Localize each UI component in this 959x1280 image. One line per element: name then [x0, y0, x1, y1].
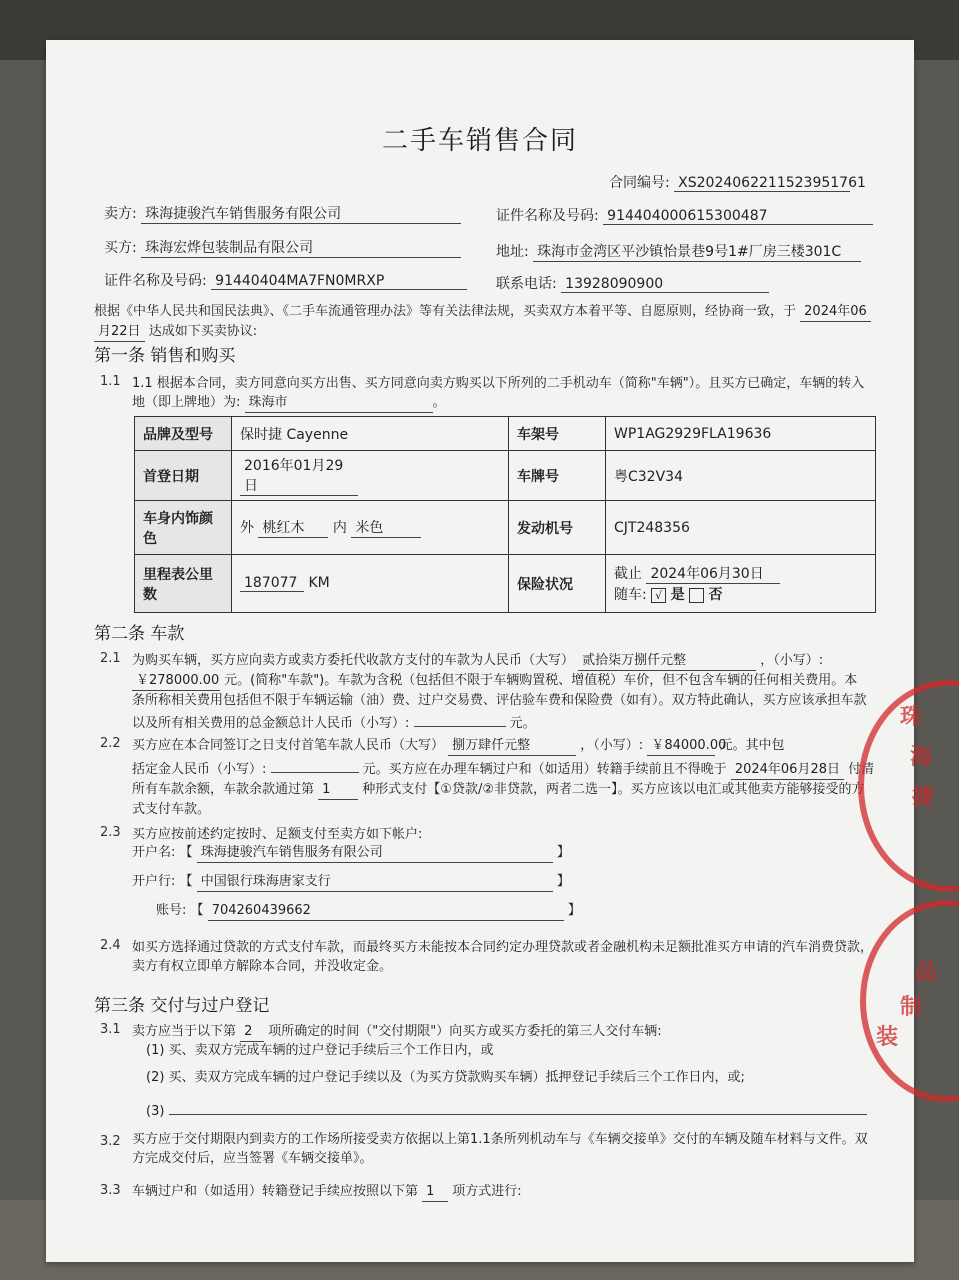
vin-label: 车架号	[509, 417, 606, 451]
registration-city: 珠海市	[245, 393, 433, 413]
contract-number	[609, 172, 866, 192]
table-row	[135, 451, 876, 501]
buyer-id-label: 证件名称及号码:	[104, 273, 207, 289]
clause-2-1-e: 以及所有相关费用的总金额总计人民币（小写）:	[132, 716, 410, 731]
interior-prefix: 内	[332, 520, 347, 536]
mileage-cell	[232, 555, 509, 613]
vin-value: WP1AG2929FLA19636	[606, 417, 876, 451]
clause-3-1-b: 项所确定的时间（"交付期限"）向买方或买方委托的第三人交付车辆:	[268, 1024, 662, 1039]
exterior-color: 桃红木	[258, 517, 328, 538]
mileage-unit: KM	[308, 575, 330, 591]
vehicle-table	[134, 416, 876, 613]
balance-due-date: 2024年06月28日	[731, 760, 844, 780]
clause-1-1: 1.1 根据本合同，卖方同意向买方出售、买方同意向卖方购买以下所列的二手机动车（简称"车辆"）。且买方已确定，车辆的转入 地（即上牌地）为: 珠海市 。	[132, 374, 872, 413]
clause-2-2-f: 付清	[848, 762, 875, 777]
clause-2-2-g: 所有车款余额，车款余款通过第	[132, 782, 315, 797]
clause-2-2-number: 2.2	[100, 736, 121, 751]
reg-date-cell	[232, 451, 509, 501]
article-1-title: 第一条 销售和购买	[94, 346, 236, 366]
address-row	[496, 241, 861, 262]
clause-3-3-number: 3.3	[100, 1183, 121, 1198]
total-amount-blank	[414, 710, 506, 727]
phone-row	[496, 273, 769, 293]
clause-2-2	[132, 736, 877, 819]
clause-2-1-f: 元。	[509, 716, 536, 731]
clause-2-1	[132, 651, 877, 733]
seller-id-value: 914404000615300487	[603, 208, 873, 225]
seller-row	[104, 203, 461, 224]
clause-2-4-a: 如买方选择通过贷款的方式支付车款，而最终买方未能按本合同约定办理贷款或者金融机构未足额批准买方申请的汽车消费贷款，	[132, 940, 874, 955]
down-payment-amount: ￥84000.00	[647, 736, 715, 756]
account-number-label: 账号:	[156, 903, 187, 918]
bracket-open: 【	[179, 874, 193, 889]
seller-seal-char: 捷	[912, 785, 935, 810]
buyer-seal-char: 制	[900, 995, 923, 1020]
delivery-option: 2	[240, 1022, 264, 1042]
clause-2-1-d: 条所称相关费用包括但不限于车辆运输（油）费、过户交易费、评估验车费和保险费（如有）。双方特此确认，买方应该承担车款	[132, 693, 867, 708]
insurance-label: 保险状况	[509, 555, 606, 613]
clause-2-1-number: 2.1	[100, 651, 121, 666]
plate-label: 车牌号	[509, 451, 606, 501]
clause-2-3-text: 买方应按前述约定按时、足额支付至卖方如下帐户:	[132, 827, 423, 842]
plate-value: 粤C32V34	[606, 451, 876, 501]
mileage-label: 里程表公里数	[135, 555, 232, 613]
brand-label: 品牌及型号	[135, 417, 232, 451]
clause-3-1-a: 卖方应当于以下第	[132, 1024, 237, 1039]
price-amount: ￥278000.00	[132, 671, 220, 691]
clause-1-1-number: 1.1	[100, 374, 121, 389]
delivery-option-3	[146, 1098, 867, 1121]
intro-end: 达成如下买卖协议:	[148, 324, 258, 339]
delivery-option-3-label: (3)	[146, 1104, 165, 1119]
checkbox-yes: √	[651, 588, 666, 603]
clause-3-2-b: 方完成交付后，应当签署《车辆交接单》。	[132, 1151, 373, 1166]
article-3-title: 第三条 交付与过户登记	[94, 996, 270, 1016]
buyer-seal-char: 品	[915, 960, 938, 985]
mileage-value: 187077	[240, 575, 304, 592]
table-row	[135, 417, 876, 451]
seller-id-label: 证件名称及号码:	[496, 208, 599, 224]
brand-value: 保时捷 Cayenne	[232, 417, 509, 451]
insurance-yes: 是	[670, 587, 685, 603]
clause-3-1-number: 3.1	[100, 1022, 121, 1037]
seller-label: 卖方:	[104, 206, 137, 222]
clause-2-2-e: 元。买方应在办理车辆过户和（如适用）转籍手续前且不得晚于	[362, 762, 727, 777]
buyer-id-row	[104, 270, 467, 290]
clause-2-2-b: ，（小写）:	[580, 738, 644, 753]
reg-date-value: 2016年01月29日	[240, 455, 358, 496]
account-bank-row	[132, 872, 570, 892]
clause-2-1-b: ，（小写）:	[760, 653, 824, 668]
buyer-value: 珠海宏烨包装制品有限公司	[141, 237, 461, 258]
clause-3-3-a: 车辆过户和（如适用）转籍登记手续应按照以下第	[132, 1184, 419, 1199]
down-payment-words: 捌万肆仟元整	[448, 736, 576, 756]
clause-3-2-number: 3.2	[100, 1134, 121, 1149]
bracket-open: 【	[179, 845, 193, 860]
insurance-follow-label: 随车:	[614, 587, 647, 603]
clause-2-1-c: 元。(简称"车款")。车款为含税（包括但不限于车辆购置税、增值税）车价，但不包含车辆的任何相关费用。本	[224, 673, 858, 688]
clause-2-2-h: 种形式支付【①贷款/②非贷款，两者二选一】。买方应该以电汇或其他卖方能够接受的方	[362, 782, 865, 797]
address-value: 珠海市金湾区平沙镇怡景巷9号1#厂房三楼301C	[533, 241, 861, 262]
engine-label: 发动机号	[509, 501, 606, 555]
phone-value: 13928090900	[561, 276, 769, 293]
table-row	[135, 555, 876, 613]
exterior-prefix: 外	[240, 520, 254, 536]
contract-number-value: XS2024062211523951761	[674, 175, 850, 192]
clause-2-2-a: 买方应在本合同签订之日支付首笔车款人民币（大写）	[132, 738, 445, 753]
account-name-label: 开户名:	[132, 845, 176, 860]
address-label: 地址:	[496, 244, 529, 260]
intro-date-b: 月22日	[94, 322, 145, 342]
clause-2-4	[132, 938, 882, 976]
account-bank-label: 开户行:	[132, 874, 176, 889]
buyer-label: 买方:	[104, 240, 137, 256]
account-number: 704260439662	[208, 901, 564, 921]
delivery-option-3-blank	[169, 1098, 867, 1115]
intro-paragraph	[94, 302, 884, 342]
clause-2-2-c: 元。其中包	[719, 738, 785, 753]
article-2-title: 第二条 车款	[94, 624, 185, 644]
clause-3-3	[132, 1182, 522, 1202]
contract-page	[46, 40, 914, 1262]
bracket-close: 】	[567, 903, 581, 918]
color-cell	[232, 501, 509, 555]
payment-option: 1	[318, 780, 358, 800]
insurance-no: 否	[708, 587, 723, 603]
clause-2-3-number: 2.3	[100, 825, 121, 840]
seller-seal-char: 珠	[900, 705, 923, 730]
clause-2-1-a: 为购买车辆，买方应向卖方或卖方委托代收款方支付的车款为人民币（大写）	[132, 653, 575, 668]
document-title: 二手车销售合同	[381, 126, 578, 156]
buyer-seal-char: 装	[876, 1025, 899, 1050]
delivery-option-1: (1) 买、卖双方完成车辆的过户登记手续后三个工作日内，或	[146, 1043, 494, 1058]
deposit-blank	[271, 756, 359, 773]
clause-3-1	[132, 1022, 882, 1042]
checkbox-no	[689, 588, 704, 603]
price-in-words: 贰拾柒万捌仟元整	[578, 651, 756, 671]
bracket-close: 】	[556, 874, 570, 889]
seller-id-row	[496, 205, 873, 225]
intro-text: 根据《中华人民共和国民法典》、《二手车流通管理办法》等有关法律法规，买卖双方本着平等、自愿原则，经协商一致，于	[94, 304, 797, 319]
clause-2-4-number: 2.4	[100, 938, 121, 953]
bracket-close: 】	[556, 845, 570, 860]
account-number-row	[156, 901, 581, 921]
reg-date-label: 首登日期	[135, 451, 232, 501]
contract-number-label: 合同编号:	[609, 175, 670, 191]
clause-3-3-b: 项方式进行:	[452, 1184, 522, 1199]
transfer-option: 1	[422, 1182, 448, 1202]
account-bank: 中国银行珠海唐家支行	[197, 872, 553, 892]
clause-3-2-a: 买方应于交付期限内到卖方的工作场所接受卖方依据以上第1.1条所列机动车与《车辆交接单》交付的车辆及随车材料与文件。双	[132, 1132, 868, 1147]
clause-1-1-text: 1.1 根据本合同，卖方同意向买方出售、买方同意向卖方购买以下所列的二手机动车（简称"车辆"）。且买方已确定，车辆的转入	[132, 376, 865, 391]
account-name: 珠海捷骏汽车销售服务有限公司	[197, 843, 553, 863]
buyer-row	[104, 237, 461, 258]
color-label: 车身内饰颜色	[135, 501, 232, 555]
delivery-option-2: (2) 买、卖双方完成车辆的过户登记手续以及（为买方贷款购买车辆）抵押登记手续后三个工作日内，或;	[146, 1070, 745, 1085]
seller-value: 珠海捷骏汽车销售服务有限公司	[141, 203, 461, 224]
interior-color: 米色	[351, 517, 421, 538]
bracket-open: 【	[190, 903, 204, 918]
insurance-until-prefix: 截止	[614, 566, 642, 582]
table-row	[135, 501, 876, 555]
engine-value: CJT248356	[606, 501, 876, 555]
insurance-cell	[606, 555, 876, 613]
seller-seal-char: 海	[910, 745, 933, 770]
clause-2-4-b: 卖方有权立即单方解除本合同，并没收定金。	[132, 959, 393, 974]
insurance-until: 2024年06月30日	[646, 563, 780, 584]
intro-date-a: 2024年06	[800, 302, 871, 322]
clause-1-1-text2: 地（即上牌地）为:	[132, 395, 241, 410]
account-name-row	[132, 843, 570, 863]
clause-2-2-i: 式支付车款。	[132, 802, 211, 817]
phone-label: 联系电话:	[496, 276, 557, 292]
clause-3-2	[132, 1130, 882, 1168]
clause-2-2-d: 括定金人民币（小写）:	[132, 762, 267, 777]
buyer-id-value: 91440404MA7FN0MRXP	[211, 273, 467, 290]
